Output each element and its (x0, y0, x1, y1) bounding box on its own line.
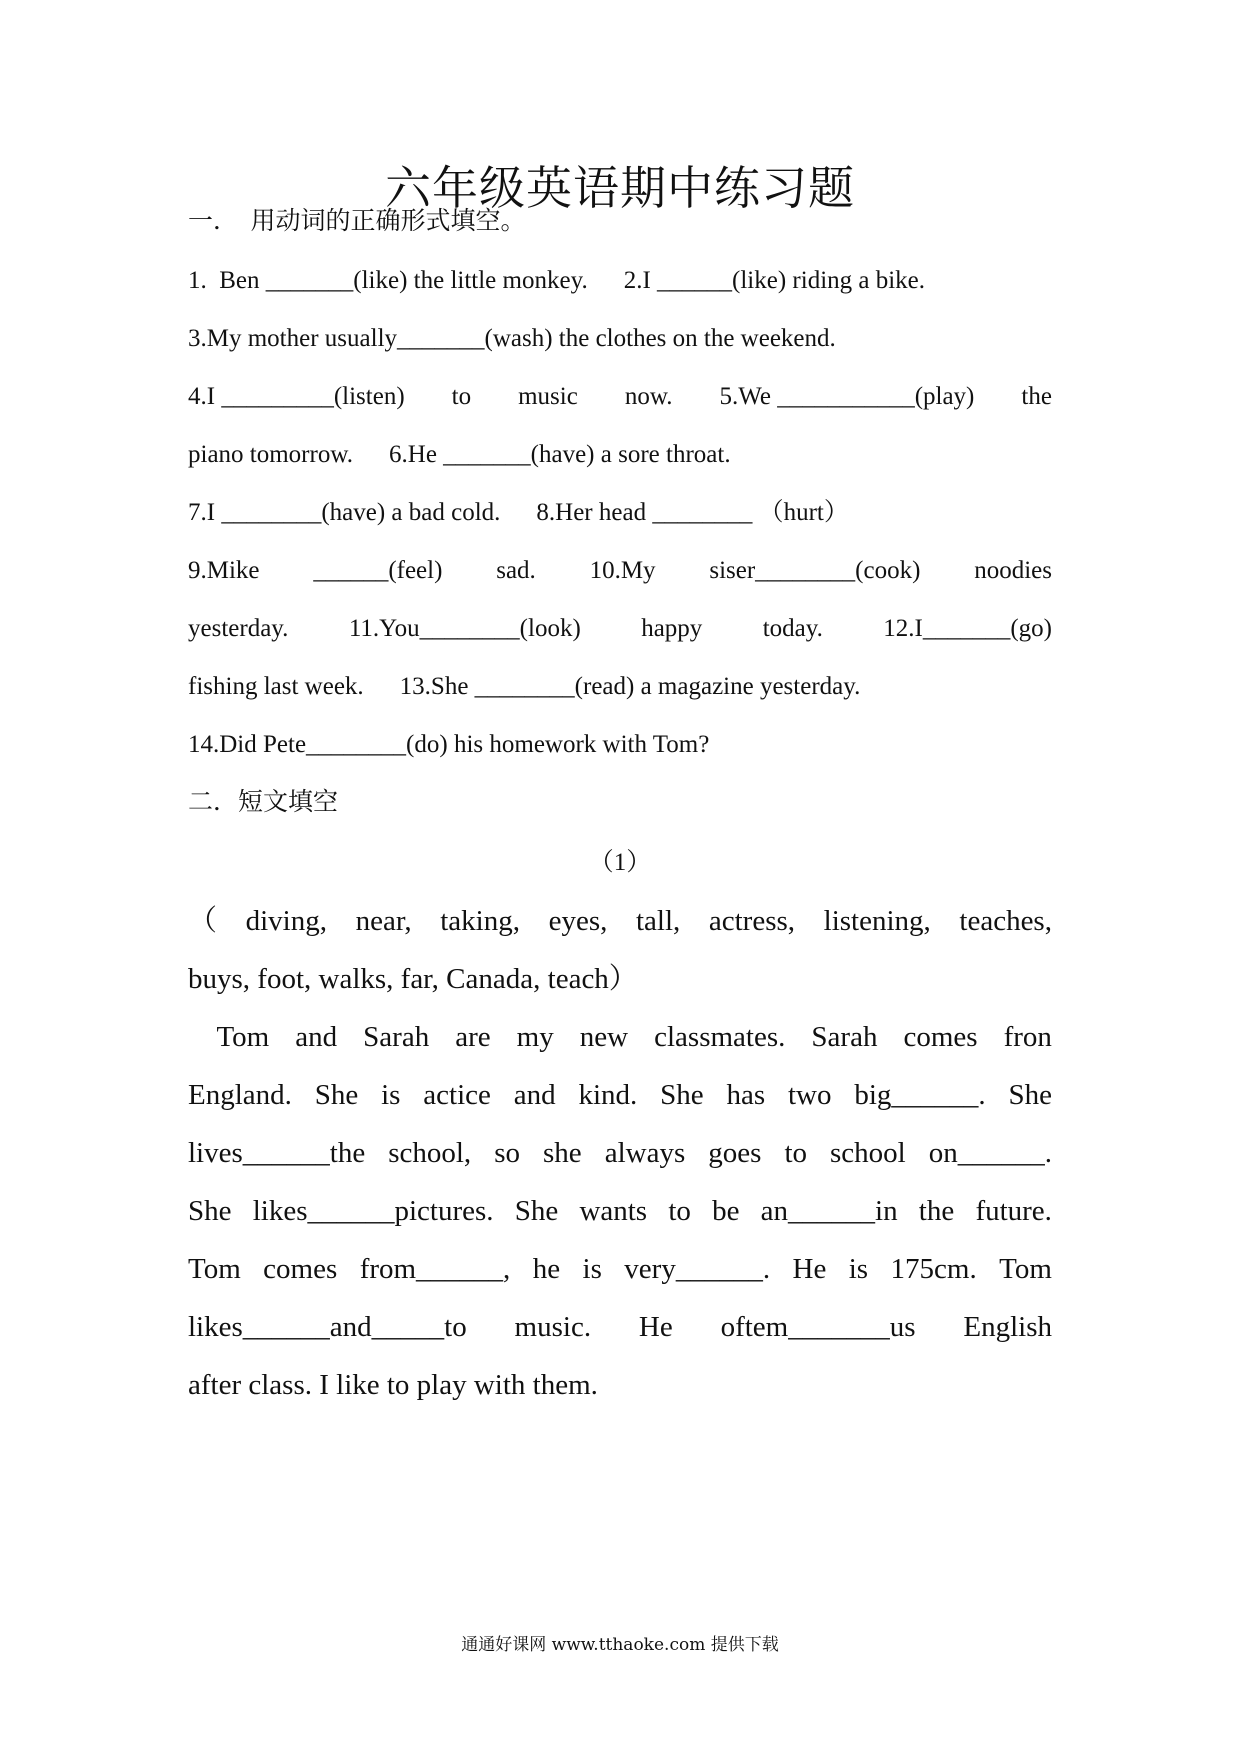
passage-line (188, 1252, 1052, 1286)
word-bank-segment: diving, (245, 905, 327, 937)
exercise-item: 11.You________(look) (348, 615, 581, 642)
passage-segment: is (848, 1253, 869, 1285)
exercise-line (188, 496, 1052, 530)
passage-segment: likes______and_____to (188, 1311, 467, 1343)
word-bank-segment: buys, foot, walks, far, Canada, teach） (188, 963, 638, 995)
section2-subheading: （1） (588, 849, 652, 876)
exercise-item: piano tomorrow. (188, 441, 354, 468)
exercise-line (188, 612, 1052, 646)
exercise-line (188, 322, 1052, 356)
exercise-item: to (451, 383, 472, 410)
passage-segment: an______in (760, 1195, 898, 1227)
exercise-item: 14.Did Pete________(do) his homework with Tom? (188, 731, 710, 758)
passage-segment: my (516, 1021, 554, 1053)
passage-segment: and (295, 1021, 338, 1053)
word-bank-segment: teaches, (959, 905, 1052, 937)
passage-segment: 175cm. (890, 1253, 977, 1285)
word-bank-segment: taking, (440, 905, 520, 937)
passage-segment: likes______pictures. (252, 1195, 494, 1227)
exercise-item: the (1021, 383, 1052, 410)
exercise-item: 13.She ________(read) a magazine yesterday. (399, 673, 861, 700)
exercise-item: happy (641, 615, 703, 642)
exercise-item: yesterday. (188, 615, 289, 642)
passage-line (188, 1368, 1052, 1402)
passage-segment: on______. (928, 1137, 1052, 1169)
exercise-item: fishing last week. (188, 673, 364, 700)
exercise-item: now. (624, 383, 673, 410)
passage-line (188, 1136, 1052, 1170)
passage-segment: kind. (578, 1079, 638, 1111)
passage-segment: to (784, 1137, 807, 1169)
passage-segment: actice (423, 1079, 491, 1111)
word-bank-segment: tall, (635, 905, 681, 937)
passage-segment: has (726, 1079, 766, 1111)
passage-segment: big______. (854, 1079, 986, 1111)
passage-segment: after class. I like to play with them. (188, 1369, 598, 1401)
passage-segment: is (582, 1253, 602, 1285)
passage-segment: comes (903, 1021, 978, 1053)
passage-segment: classmates. (654, 1021, 786, 1053)
section2-heading: 二．短文填空 (188, 787, 339, 816)
passage-segment: She (188, 1195, 232, 1227)
exercise-item: noodies (974, 557, 1052, 584)
word-bank-line (188, 962, 1052, 996)
passage-segment: She (314, 1079, 359, 1111)
passage-segment: he (532, 1253, 561, 1285)
passage-line (188, 1194, 1052, 1228)
exercise-line (188, 264, 1052, 298)
passage-segment: very______. (624, 1253, 771, 1285)
passage-segment: music. (514, 1311, 592, 1343)
exercise-line (188, 554, 1052, 588)
passage-segment: lives______the (188, 1137, 366, 1169)
passage-segment: school (830, 1137, 906, 1169)
exercise-item: sad. (496, 557, 536, 584)
page-title: 六年级英语期中练习题 (385, 161, 855, 215)
exercise-item: 6.He _______(have) a sore throat. (389, 441, 731, 468)
word-bank-segment: actress, (708, 905, 796, 937)
passage-segment: comes (263, 1253, 338, 1285)
footer-text: 通通好课网 www.tthaoke.com 提供下载 (461, 1635, 779, 1655)
exercise-item: 10.My (589, 557, 656, 584)
exercise-item: 3.My mother usually_______(wash) the clothes on the weekend. (188, 325, 836, 352)
word-bank-segment: near, (355, 905, 412, 937)
passage-segment: she (543, 1137, 582, 1169)
exercise-item: 2.I ______(like) riding a bike. (623, 267, 926, 294)
passage-segment: He (638, 1311, 673, 1343)
passage-segment: and (513, 1079, 556, 1111)
passage-segment: be (712, 1195, 740, 1227)
exercise-item: 9.Mike (188, 557, 260, 584)
passage-segment: Tom (188, 1021, 270, 1053)
exercise-item: 1. Ben _______(like) the little monkey. (188, 267, 588, 294)
exercise-item: 4.I _________(listen) (188, 383, 405, 410)
passage-line (188, 1310, 1052, 1344)
exercise-line (188, 438, 1052, 472)
passage-segment: Tom (999, 1253, 1052, 1285)
passage-segment: She (660, 1079, 704, 1111)
exercise-line (188, 728, 1052, 762)
passage-segment: goes (708, 1137, 762, 1169)
passage-segment: school, (388, 1137, 472, 1169)
passage-segment: Sarah (363, 1021, 430, 1053)
passage-line (188, 1078, 1052, 1112)
word-bank-segment: eyes, (548, 905, 608, 937)
passage-segment: the (918, 1195, 955, 1227)
passage-segment: England. (188, 1079, 292, 1111)
passage-segment: English (963, 1311, 1052, 1343)
exercise-item: music (518, 383, 578, 410)
passage-segment: two (787, 1079, 832, 1111)
passage-segment: He (792, 1253, 827, 1285)
passage-segment: oftem_______us (720, 1311, 916, 1343)
exercise-item: 5.We ___________(play) (719, 383, 975, 410)
word-bank-segment: （ (188, 905, 218, 937)
exercise-item: 7.I ________(have) a bad cold. (188, 499, 501, 526)
passage-segment: She (1008, 1079, 1052, 1111)
exercise-item: 8.Her head ________ （hurt） (536, 499, 849, 526)
section1-heading: 一． 用动词的正确形式填空。 (188, 206, 526, 235)
passage-segment: always (604, 1137, 686, 1169)
passage-line (188, 1020, 1052, 1054)
passage-segment: fron (1003, 1021, 1052, 1053)
exercise-item: siser________(cook) (709, 557, 921, 584)
exercise-line (188, 380, 1052, 414)
passage-segment: future. (975, 1195, 1052, 1227)
passage-segment: is (381, 1079, 401, 1111)
exercise-line (188, 670, 1052, 704)
passage-segment: from______, (359, 1253, 511, 1285)
passage-segment: so (494, 1137, 520, 1169)
passage-segment: wants (579, 1195, 648, 1227)
passage-segment: new (579, 1021, 629, 1053)
passage-segment: She (514, 1195, 559, 1227)
word-bank-segment: listening, (823, 905, 931, 937)
passage-segment: Sarah (811, 1021, 878, 1053)
passage-segment: Tom (188, 1253, 241, 1285)
exercise-item: ______(feel) (313, 557, 443, 584)
passage-segment: to (668, 1195, 691, 1227)
word-bank-line (188, 904, 1052, 938)
exercise-item: 12.I_______(go) (883, 615, 1052, 642)
exercise-item: today. (762, 615, 823, 642)
passage-segment: are (455, 1021, 491, 1053)
